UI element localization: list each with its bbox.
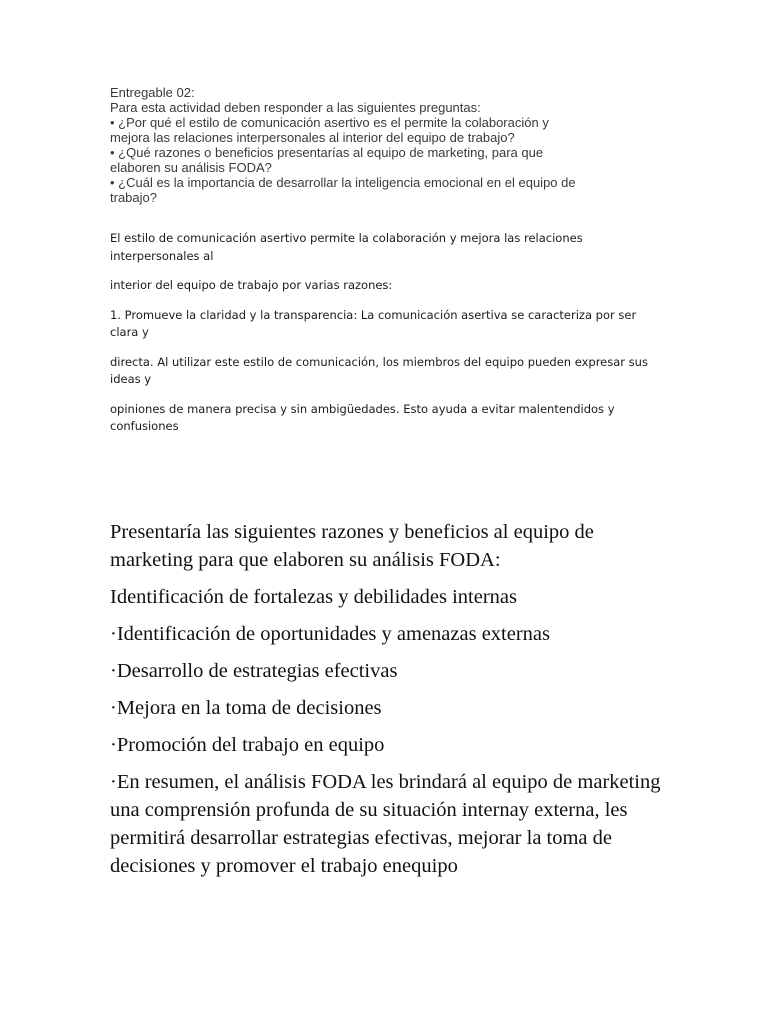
answer-foda-benefits	[110, 518, 670, 889]
foda-summary: ·En resumen, el análisis FODA les brindará al equipo de marketing una comprensión profunda de su situación internay externa, les permitirá desarrollar estrategias efectivas, mejorar la toma de decisiones y promover el trabajo enequipo	[110, 771, 661, 877]
answer-assertive-communication	[110, 230, 655, 448]
foda-intro: Presentaría las siguientes razones y beneficios al equipo de marketing para que elaboren su análisis FODA:	[110, 521, 594, 571]
question-1-line-1: • ¿Por qué el estilo de comunicación asertivo es el permite la colaboración y	[110, 115, 549, 130]
answer-1-intro-continued: interior del equipo de trabajo por varias razones:	[110, 278, 393, 292]
answer-1-intro: El estilo de comunicación asertivo permite la colaboración y mejora las relaciones interpersonales al	[110, 231, 583, 263]
deliverable-title: Entregable 02:	[110, 85, 195, 100]
question-2-line-1: • ¿Qué razones o beneficios presentarías al equipo de marketing, para que	[110, 145, 544, 160]
assignment-instructions	[110, 85, 580, 205]
question-2-line-2: elaboren su análisis FODA?	[110, 160, 272, 175]
foda-item-strengths-weaknesses: Identificación de fortalezas y debilidades internas	[110, 586, 517, 608]
instructions-intro: Para esta actividad deben responder a las siguientes preguntas:	[110, 100, 481, 115]
answer-1-point-1: 1. Promueve la claridad y la transparencia: La comunicación asertiva se caracteriza por ser clara y	[110, 307, 637, 339]
question-3-line-2: trabajo?	[110, 190, 157, 205]
question-1-line-2: mejora las relaciones interpersonales al interior del equipo de trabajo?	[110, 130, 515, 145]
answer-1-point-1-end: opiniones de manera precisa y sin ambigüedades. Esto ayuda a evitar malentendidos y confusiones	[110, 401, 615, 433]
foda-item-strategies: ·Desarrollo de estrategias efectivas	[110, 660, 398, 682]
question-3-line-1: • ¿Cuál es la importancia de desarrollar la inteligencia emocional en el equipo de	[110, 175, 576, 190]
answer-1-point-1-continued: directa. Al utilizar este estilo de comunicación, los miembros del equipo pueden expresar sus ideas y	[110, 354, 648, 386]
foda-item-decisions: ·Mejora en la toma de decisiones	[110, 697, 382, 719]
foda-item-opportunities-threats: ·Identificación de oportunidades y amenazas externas	[110, 623, 550, 645]
foda-item-teamwork: ·Promoción del trabajo en equipo	[110, 734, 385, 756]
